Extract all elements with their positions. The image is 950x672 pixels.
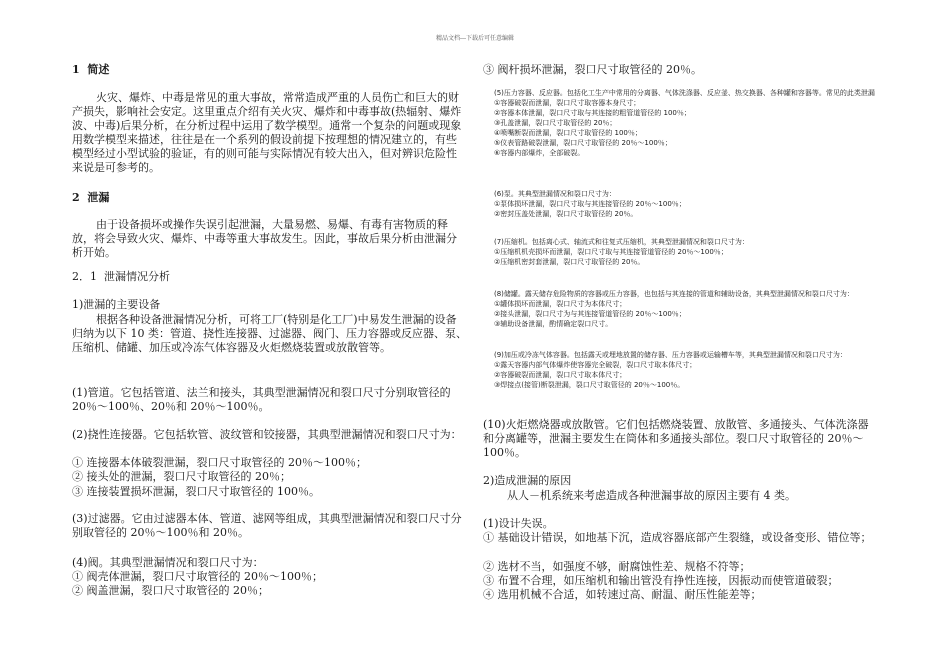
figure-line: ②压缩机密封套泄漏，裂口尺寸取管径的 20％。 (494, 258, 645, 266)
figure-line: ②容器本体泄漏，裂口尺寸取与其连接的粗管道管径的 100％； (494, 109, 691, 117)
figure-line: (7)压缩机。包括离心式、轴流式和往复式压缩机，其典型泄漏情况和裂口尺寸为： (494, 238, 749, 246)
main-equipment-body: 根据各种设备泄漏情况分析，可将工厂(特别是化工厂)中易发生泄漏的设备归纳为以下 10 类：管道、挠性连接器、过滤器、阀门、压力容器或反应器、泵、压缩机、储罐、加压或冷冻气体容器及火炬燃烧装置或放散管等。 (72, 313, 467, 354)
list-item: ② 接头处的泄漏，裂口尺寸取管径的 20％； (72, 470, 291, 483)
figure-block-5 (494, 88, 875, 158)
list-item: ④ 选用机械不合适，如转速过高、耐温、耐压性能差等； (483, 588, 762, 601)
figure-line: ①容器破裂而泄漏，裂口尺寸取容器本身尺寸； (494, 99, 641, 107)
list-item: ② 选材不当，如强度不够，耐腐蚀性差、规格不符等； (483, 560, 751, 573)
flare-paragraph: (10)火炬燃烧器或放散管。它们包括燃烧装置、放散管、多通接头、气体洗涤器和分离罐等，泄漏主要发生在筒体和多通接头部位。裂口尺寸取管径的 20％～100％。 (483, 418, 869, 459)
section-2-1-title: 2．1 泄漏情况分析 (72, 270, 170, 283)
figure-block-7 (494, 237, 749, 267)
list-item: ③ 连接装置损坏泄漏，裂口尺寸取管径的 100％。 (72, 485, 320, 498)
filter-paragraph: (3)过滤器。它由过滤器本体、管道、滤网等组成，其典型泄漏情况和裂口尺寸分别取管径的 20％～100％和 20％。 (72, 512, 462, 539)
figure-line: ⑤仪表管路破裂泄漏，裂口尺寸取管径的 20％～100％； (494, 139, 672, 147)
figure-block-6 (494, 189, 686, 219)
figure-line: ④喷嘴断裂而泄漏，裂口尺寸取管径的 100％； (494, 129, 642, 137)
main-equipment-title: 1)泄漏的主要设备 (72, 298, 161, 311)
flex-connector-title: (2)挠性连接器。它包括软管、波纹管和铰接器，其典型泄漏情况和裂口尺寸为： (72, 428, 462, 441)
figure-block-9 (494, 350, 847, 390)
figure-line: (9)加压或冷冻气体容器。包括露天或埋地放置的储存器、压力容器或运输槽车等，其典型泄漏情况和裂口尺寸为： (494, 351, 847, 359)
section-1-title: 1 简述 (72, 63, 110, 76)
pipe-paragraph: (1)管道。它包括管道、法兰和接头，其典型泄漏情况和裂口尺寸分别取管径的 20％～100％、20％和 20％～100％。 (72, 386, 455, 413)
embedded-scan-figure (494, 88, 950, 410)
figure-line: ③焊接点(接管)断裂泄漏，裂口尺寸取管径的 20％～100％。 (494, 381, 685, 389)
figure-line: ③辅助设备泄漏，酌情确定裂口尺寸。 (494, 320, 613, 328)
figure-line: (5)压力容器、反应器。包括化工生产中常用的分离器、气体洗涤器、反应釜、热交换器、各种罐和容器等。常见的此类泄漏 (494, 89, 875, 97)
list-item: ② 阀盖泄漏，裂口尺寸取管径的 20％； (72, 584, 269, 597)
figure-line: (8)储罐。露天储存危险物质的容器或压力容器，也包括与其连接的管道和辅助设备，其典型泄漏情况和裂口尺寸为： (494, 290, 854, 298)
figure-line: ②密封压盖处泄漏，裂口尺寸取管径的 20％。 (494, 210, 638, 218)
figure-line: (6)泵。其典型泄漏情况和裂口尺寸为： (494, 190, 616, 198)
list-item: ① 基础设计错误，如地基下沉，造成容器底部产生裂缝，或设备变形、错位等； (483, 531, 872, 544)
figure-line: ①泵体损坏泄漏，裂口尺寸取与其连接管径的 20％～100％； (494, 200, 686, 208)
list-item: ① 阀壳体泄漏，裂口尺寸取管径的 20％～100％； (72, 570, 323, 583)
section-2-body: 由于设备损坏或操作失误引起泄漏，大量易燃、易爆、有毒有害物质的释放，将会导致火灾、爆炸、中毒等重大事故发生。因此，事故后果分析由泄漏分析开始。 (72, 218, 457, 259)
section-1-body: 火灾、爆炸、中毒是常见的重大事故，常常造成严重的人员伤亡和巨大的财产损失，影响社会安定。这里重点介绍有关火灾、爆炸和中毒事故(热辐射、爆炸波、中毒)后果分析，在分析过程中运用了数学模型。通常一个复杂的问题或现象用数学模型来描述，往往是在一个系列的假设前提下按理想的情况建立的，有些模型经过小型试验的验证，有的则可能与实际情况有较大出入，但对辨识危险性来说是可参考的。 (72, 91, 462, 174)
list-item: ③ 阀杆损坏泄漏，裂口尺寸取管径的 20％。 (483, 63, 702, 76)
figure-block-8 (494, 289, 854, 329)
figure-line: ③孔盖泄漏，裂口尺寸取管径的 20％； (494, 119, 617, 127)
figure-line: ①压缩机机壳损坏而泄漏，裂口尺寸取与其连接管道管径的 20％～100％； (494, 248, 728, 256)
figure-line: ②容器破裂而泄漏，裂口尺寸取本体尺寸； (494, 371, 627, 379)
page-header: 精品文档---下载后可任意编辑 (435, 35, 515, 42)
figure-line: ⑥容器内部爆炸，全部破裂。 (494, 149, 585, 157)
design-error-title: (1)设计失误。 (483, 517, 554, 530)
figure-line: ②接头泄漏，裂口尺寸为与其连接管道管径的 20％～100％； (494, 310, 686, 318)
leak-cause-body: 从人－机系统来考虑造成各种泄漏事故的原因主要有 4 类。 (507, 489, 796, 502)
figure-line: ①罐体损坏而泄漏，裂口尺寸为本体尺寸； (494, 300, 627, 308)
figure-line: ①露天容器内部气体爆炸使容器完全破裂，裂口尺寸取本体尺寸； (494, 361, 697, 369)
valve-title: (4)阀。其典型泄漏情况和裂口尺寸为： (72, 556, 264, 569)
list-item: ③ 布置不合理，如压缩机和输出管没有挣性连接，因振动而使管道破裂； (483, 574, 839, 587)
list-item: ① 连接器本体破裂泄漏，裂口尺寸取管径的 20％～100％； (72, 456, 367, 469)
section-2-title: 2 泄漏 (72, 191, 110, 204)
leak-cause-title: 2)造成泄漏的原因 (483, 474, 572, 487)
